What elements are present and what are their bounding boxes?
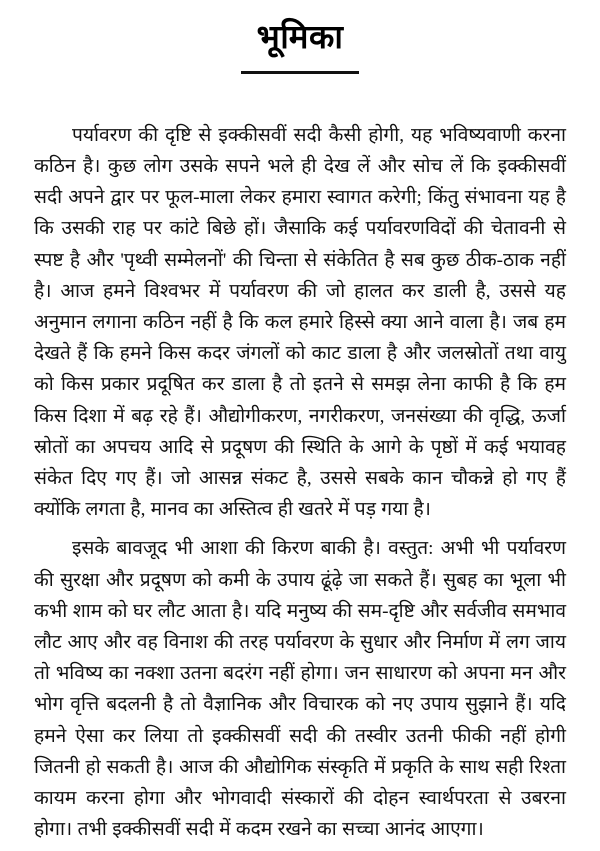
paragraph-2 <box>34 533 566 845</box>
paragraph-text: इसके बावजूद भी आशा की किरण बाकी है। वस्तुत: अभी भी पर्यावरण की सुरक्षा और प्रदूषण को कमी के उपाय ढूंढ़े जा सकते हैं। सुबह का भूला भी कभी शाम को घर लौट आता है। यदि मनुष्य की सम-दृष्टि और सर्वजीव समभाव लौट आए और वह विनाश की तरह पर्यावरण के सुधार और निर्माण में लग जाय तो भविष्य का नक्शा उतना बदरंग नहीं होगा। जन साधारण को अपना मन और भोग वृत्ति बदलनी है तो वैज्ञानिक और विचारक को नए उपाय सुझाने हैं। यदि हमने ऐसा कर लिया तो इक्कीसवीं सदी की तस्वीर उतनी फीकी नहीं होगी जितनी हो सकती है। आज की औद्योगिक संस्कृति में प्रकृति के साथ सही रिश्ता कायम करना होगा और भोगवादी संस्कारों की दोहन स्वार्थपरता से उबरना होगा। तभी इक्कीसवीं सदी में कदम रखने का सच्चा आनंद आएगा। <box>34 538 566 841</box>
document-body <box>34 120 566 846</box>
page-title: भूमिका <box>256 20 344 56</box>
paragraph-text: पर्यावरण की दृष्टि से इक्कीसवीं सदी कैसी होगी, यह भविष्यवाणी करना कठिन है। कुछ लोग उसके सपने भले ही देख लें और सोच लें कि इक्कीसवीं सदी अपने द्वार पर फूल-माला लेकर हमारा स्वागत करेगी; किंतु संभावना यह है कि उसकी राह पर कांटे बिछे हों। जैसाकि कई पर्यावरणविदों की चेतावनी से स्पष्ट है और 'पृथ्वी सम्मेलनों' की चिन्ता से संकेतित है सब कुछ ठीक-ठाक नहीं है। आज हमने विश्वभर में पर्यावरण की जो हालत कर डाली है, उससे यह अनुमान लगाना कठिन नहीं है कि कल हमारे हिस्से क्या आने वाला है। जब हम देखते हैं कि हमने किस कदर जंगलों को काट डाला है और जलस्रोतों तथा वायु को किस प्रकार प्रदूषित कर डाला है तो इतने से समझ लेना काफी है कि हम किस दिशा में बढ़ रहे हैं। औद्योगीकरण, नगरीकरण, जनसंख्या की वृद्धि, ऊर्जा स्रोतों का अपचय आदि से प्रदूषण की स्थिति के आगे के पृष्ठों में कई भयावह संकेत दिए गए हैं। जो आसन्न संकट है, उससे सबके कान चौकन्ने हो गए हैं क्योंकि लगता है, मानव का अस्तित्व ही खतरे में पड़ गया है। <box>34 124 566 521</box>
title-divider <box>241 71 359 74</box>
paragraph-1 <box>34 120 566 526</box>
